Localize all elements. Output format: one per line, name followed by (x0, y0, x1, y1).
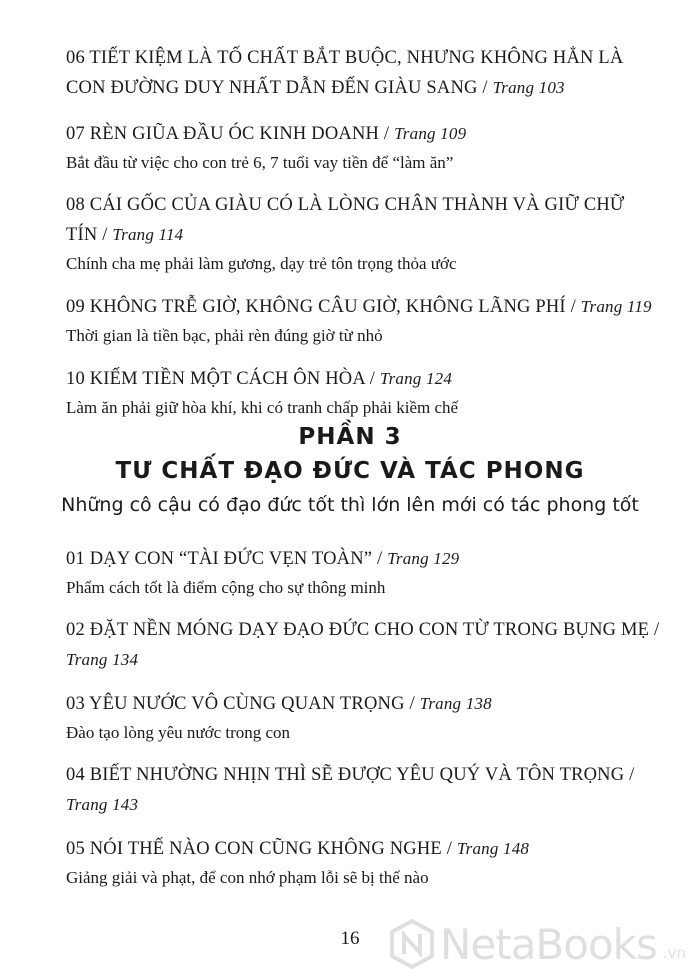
entry-page: Trang 143 (66, 795, 139, 814)
entry-description: Thời gian là tiền bạc, phải rèn đúng giờ từ nhỏ (66, 326, 383, 345)
part-heading (0, 420, 700, 520)
entry-page: Trang 129 (387, 549, 460, 568)
toc-entry-03 (66, 689, 660, 747)
entry-title: 06 TIẾT KIỆM LÀ TỐ CHẤT BẮT BUỘC, NHƯNG KHÔNG HẲN LÀ CON ĐƯỜNG DUY NHẤT DẪN ĐẾN GIÀU SANG / (66, 48, 624, 98)
page-number: 16 (340, 928, 360, 949)
netabooks-logo-icon (390, 919, 434, 969)
entry-page: Trang 138 (419, 694, 492, 713)
entry-title: 02 ĐẶT NỀN MÓNG DẠY ĐẠO ĐỨC CHO CON TỪ TRONG BỤNG MẸ / (66, 620, 660, 640)
entry-description: Chính cha mẹ phải làm gương, dạy trẻ tôn trọng thỏa ước (66, 254, 457, 273)
entry-title: 04 BIẾT NHƯỜNG NHỊN THÌ SẼ ĐƯỢC YÊU QUÝ VÀ TÔN TRỌNG / (66, 765, 635, 785)
toc-lower (66, 544, 660, 892)
entry-description: Giảng giải và phạt, để con nhớ phạm lỗi sẽ bị thế nào (66, 868, 429, 887)
entry-title: 07 RÈN GIŨA ĐẦU ÓC KINH DOANH / (66, 124, 395, 144)
entry-page: Trang 114 (112, 225, 184, 244)
toc-entry-05 (66, 834, 660, 892)
toc-entry-08 (66, 191, 660, 278)
toc-entry-07 (66, 119, 660, 177)
toc-entry-04 (66, 761, 660, 820)
entry-title: 03 YÊU NƯỚC VÔ CÙNG QUAN TRỌNG / (66, 694, 420, 714)
entry-title: 05 NÓI THẾ NÀO CON CŨNG KHÔNG NGHE / (66, 839, 457, 859)
entry-page: Trang 109 (394, 124, 467, 143)
toc-entry-02 (66, 616, 660, 675)
entry-title: 09 KHÔNG TRỄ GIỜ, KHÔNG CÂU GIỜ, KHÔNG LÃNG PHÍ / (66, 297, 581, 317)
entry-page: Trang 148 (456, 839, 530, 858)
entry-description: Phẩm cách tốt là điểm cộng cho sự thông minh (66, 578, 386, 597)
part-title: TƯ CHẤT ĐẠO ĐỨC VÀ TÁC PHONG (115, 458, 585, 484)
toc-entry-09 (66, 292, 660, 350)
watermark (390, 914, 686, 974)
toc-entry-01 (66, 544, 660, 602)
entry-page: Trang 103 (492, 78, 565, 97)
entry-description: Bắt đầu từ việc cho con trẻ 6, 7 tuổi vay tiền để “làm ăn” (66, 153, 454, 172)
entry-description: Đào tạo lòng yêu nước trong con (66, 723, 291, 742)
entry-title: 10 KIẾM TIỀN MỘT CÁCH ÔN HÒA / (66, 369, 380, 389)
watermark-suffix: .vn (662, 944, 686, 962)
part-label: PHẦN 3 (298, 424, 402, 450)
entry-title: 01 DẠY CON “TÀI ĐỨC VẸN TOÀN” / (66, 549, 388, 569)
watermark-text: NetaBooks (439, 919, 657, 969)
toc-entry-06 (66, 44, 660, 103)
toc-entry-10 (66, 364, 660, 422)
entry-description: Làm ăn phải giữ hòa khí, khi có tranh chấp phải kiềm chế (66, 398, 459, 417)
toc-upper (66, 44, 660, 422)
entry-page: Trang 124 (379, 369, 453, 388)
part-subtitle: Những cô cậu có đạo đức tốt thì lớn lên mới có tác phong tốt (61, 494, 639, 516)
entry-page: Trang 134 (66, 650, 139, 669)
entry-page: Trang 119 (580, 297, 652, 316)
entry-title: 08 CÁI GỐC CỦA GIÀU CÓ LÀ LÒNG CHÂN THÀNH VÀ GIỮ CHỮ TÍN / (66, 195, 625, 245)
